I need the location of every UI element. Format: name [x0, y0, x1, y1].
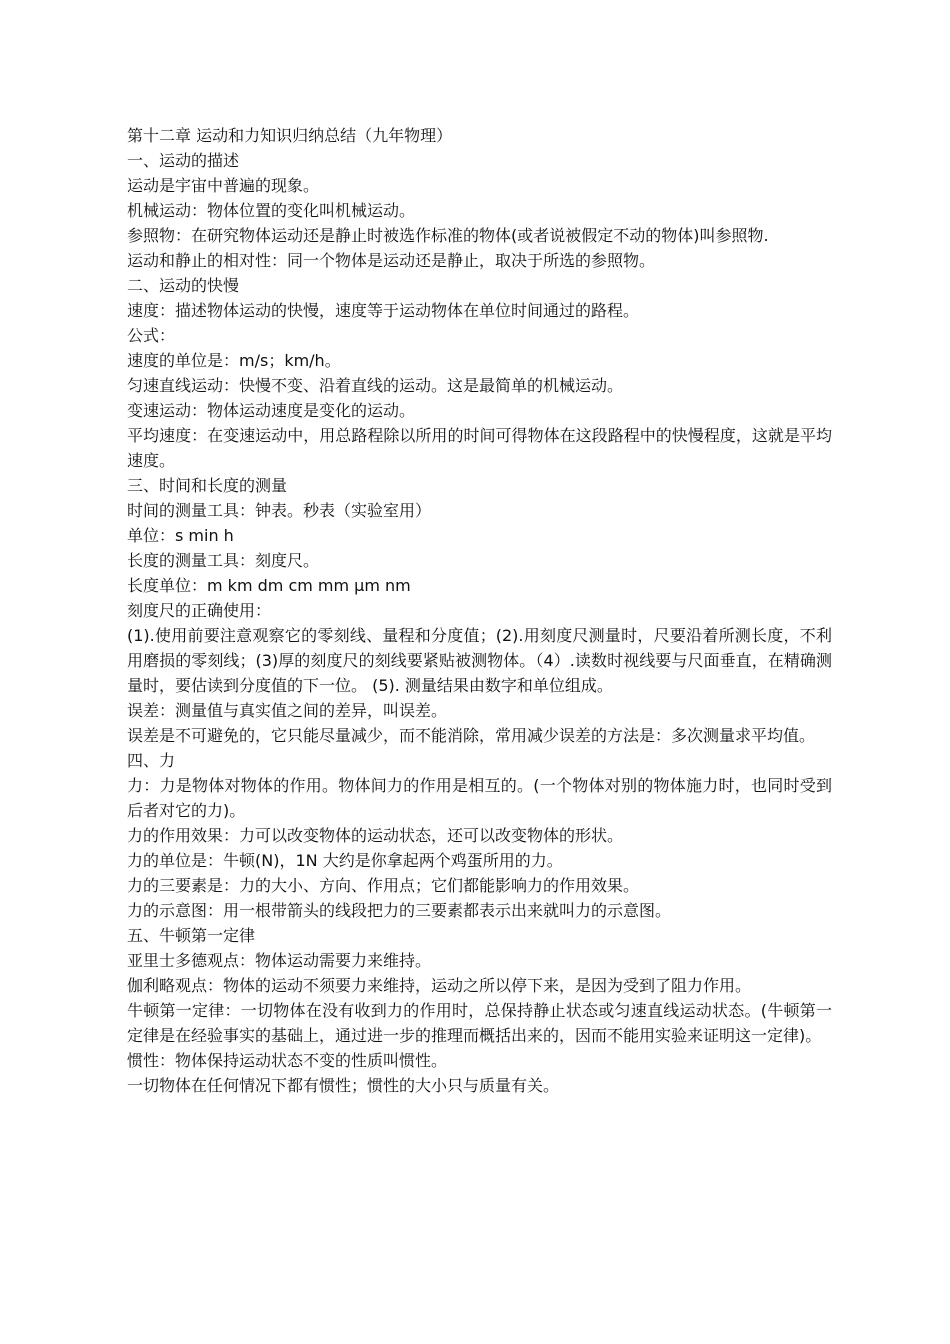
- paragraph: 力的示意图：用一根带箭头的线段把力的三要素都表示出来就叫力的示意图。: [127, 901, 672, 920]
- paragraph: 惯性：物体保持运动状态不变的性质叫惯性。: [127, 1051, 448, 1070]
- section-heading-2: 二、运动的快慢: [127, 276, 240, 295]
- paragraph: 时间的测量工具：钟表。秒表（实验室用）: [127, 501, 432, 520]
- section-heading-3: 三、时间和长度的测量: [127, 476, 288, 495]
- paragraph: 平均速度：在变速运动中，用总路程除以所用的时间可得物体在这段路程中的快慢程度，这就是平均速度。: [127, 426, 832, 470]
- paragraph: 牛顿第一定律：一切物体在没有收到力的作用时，总保持静止状态或匀速直线运动状态。(牛顿第一定律是在经验事实的基础上，通过进一步的推理而概括出来的，因而不能用实验来证明这一定律)。: [127, 1001, 832, 1045]
- paragraph: 速度的单位是：m/s；km/h。: [127, 351, 341, 370]
- paragraph: 误差：测量值与真实值之间的差异，叫误差。: [127, 701, 448, 720]
- paragraph: 力的作用效果：力可以改变物体的运动状态，还可以改变物体的形状。: [127, 826, 624, 845]
- paragraph: 力的三要素是：力的大小、方向、作用点；它们都能影响力的作用效果。: [127, 876, 640, 895]
- paragraph: 误差是不可避免的，它只能尽量减少，而不能消除，常用减少误差的方法是：多次测量求平均值。: [127, 726, 816, 745]
- paragraph: 公式：: [127, 326, 176, 345]
- paragraph: (1).使用前要注意观察它的零刻线、量程和分度值；(2).用刻度尺测量时，尺要沿着所测长度，不利用磨损的零刻线；(3)厚的刻度尺的刻线要紧贴被测物体。（4）.读数时视线要与尺面垂直，在精确测量时，要估读到分度值的下一位。 (5). 测量结果由数字和单位组成。: [127, 626, 832, 695]
- paragraph: 运动和静止的相对性：同一个物体是运动还是静止，取决于所选的参照物。: [127, 251, 656, 270]
- paragraph: 单位：s min h: [127, 526, 234, 545]
- paragraph: 长度的测量工具：刻度尺。: [127, 551, 320, 570]
- section-heading-1: 一、运动的描述: [127, 151, 240, 170]
- paragraph: 机械运动：物体位置的变化叫机械运动。: [127, 201, 416, 220]
- paragraph: 速度：描述物体运动的快慢，速度等于运动物体在单位时间通过的路程。: [127, 301, 640, 320]
- paragraph: 伽利略观点：物体的运动不须要力来维持，运动之所以停下来，是因为受到了阻力作用。: [127, 976, 752, 995]
- paragraph: 运动是宇宙中普遍的现象。: [127, 176, 320, 195]
- paragraph: 刻度尺的正确使用：: [127, 601, 272, 620]
- paragraph: 参照物：在研究物体运动还是静止时被选作标准的物体(或者说被假定不动的物体)叫参照物.: [127, 226, 769, 245]
- paragraph: 一切物体在任何情况下都有惯性；惯性的大小只与质量有关。: [127, 1076, 560, 1095]
- paragraph: 匀速直线运动：快慢不变、沿着直线的运动。这是最简单的机械运动。: [127, 376, 624, 395]
- section-heading-4: 四、力: [127, 751, 176, 770]
- document-body: [127, 148, 832, 1098]
- document-title: 第十二章 运动和力知识归纳总结（九年物理）: [127, 126, 453, 145]
- paragraph: 力的单位是：牛顿(N)，1N 大约是你拿起两个鸡蛋所用的力。: [127, 851, 563, 870]
- section-heading-5: 五、牛顿第一定律: [127, 926, 256, 945]
- paragraph: 变速运动：物体运动速度是变化的运动。: [127, 401, 416, 420]
- paragraph: 力：力是物体对物体的作用。物体间力的作用是相互的。(一个物体对别的物体施力时，也同时受到后者对它的力)。: [127, 776, 832, 820]
- paragraph: 亚里士多德观点：物体运动需要力来维持。: [127, 951, 432, 970]
- paragraph: 长度单位：m km dm cm mm μm nm: [127, 576, 411, 595]
- document-page: [127, 123, 832, 1098]
